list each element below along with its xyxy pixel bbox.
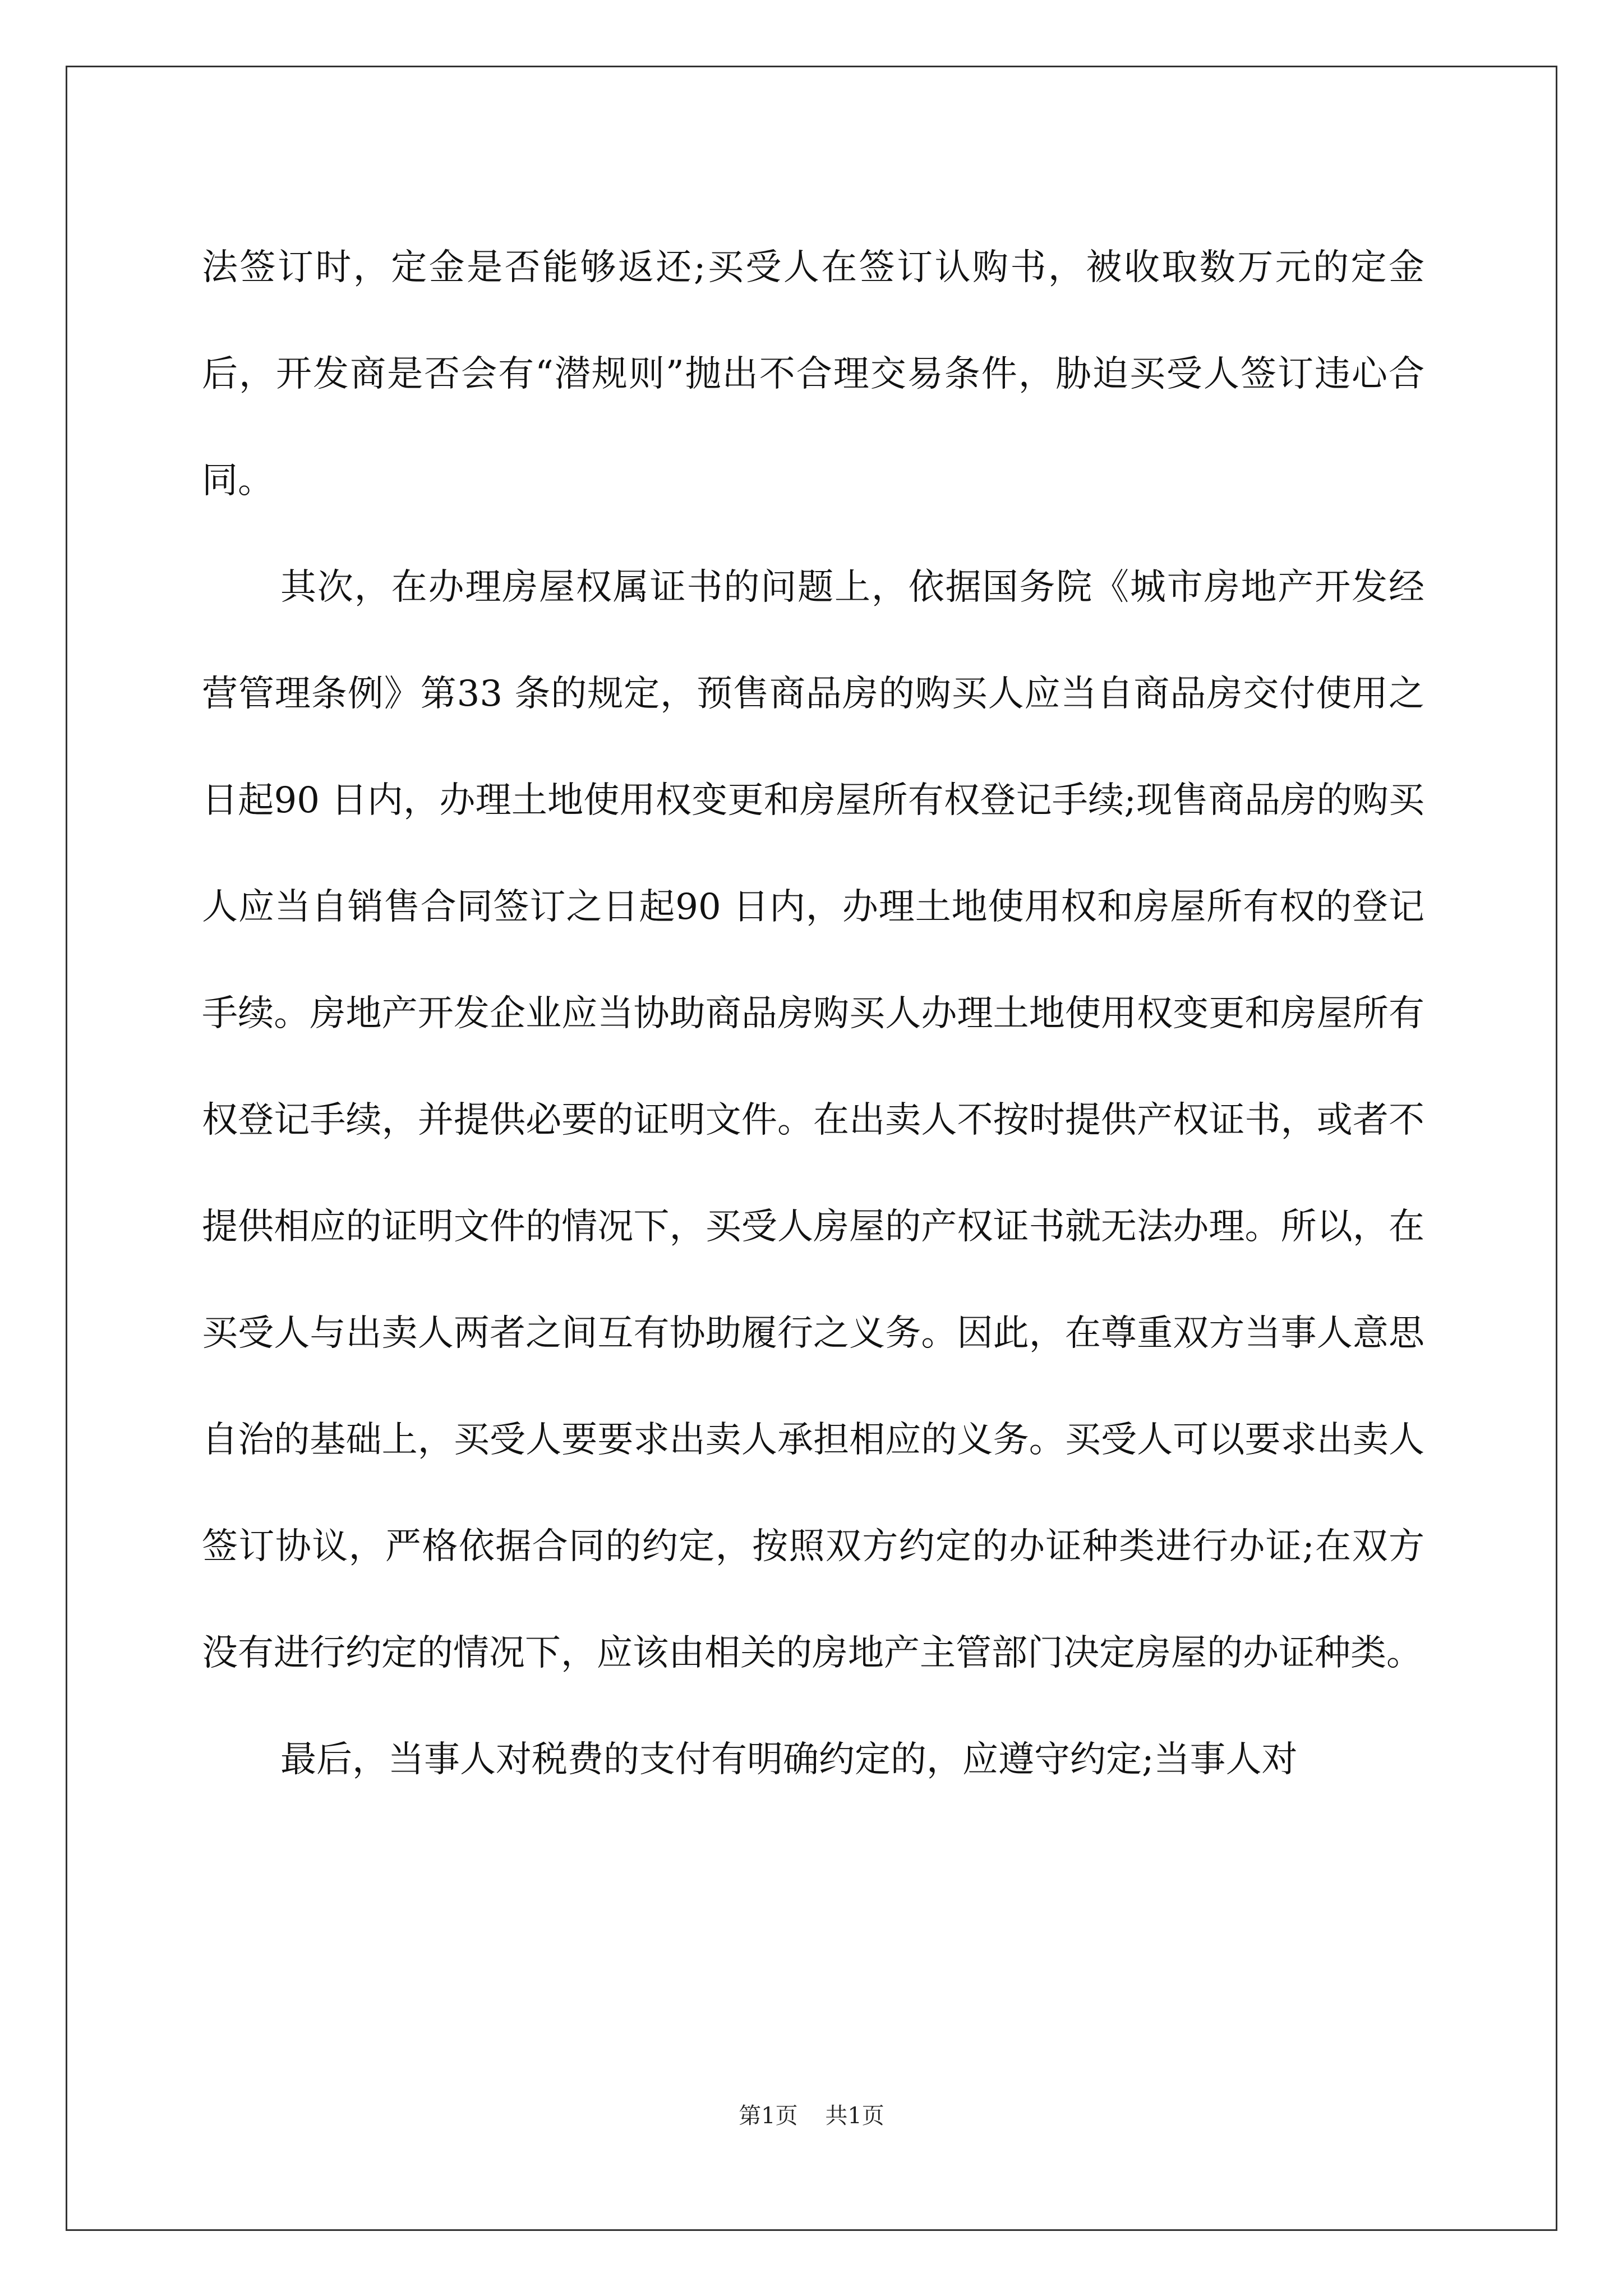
paragraph-1: 法签订时，定金是否能够返还;买受人在签订认购书，被收取数万元的定金后，开发商是否会有“潜规则”抛出不合理交易条件，胁迫买受人签订违心合同。 — [202, 247, 1424, 501]
paragraph-3: 最后，当事人对税费的支付有明确约定的，应遵守约定;当事人对 — [280, 1739, 1298, 1780]
page-number-current: 第1页 — [739, 2103, 798, 2129]
page-footer — [0, 2098, 1623, 2130]
paragraph-2: 其次，在办理房屋权属证书的问题上，依据国务院《城市房地产开发经营管理条例》第33 条的规定，预售商品房的购买人应当自商品房交付使用之日起90 日内，办理土地使用权变更和房屋所有权登记手续;现售商品房的购买人应当自销售合同签订之日起90 日内，办理土地使用权和房屋所有权的登记手续。房地产开发企业应当协助商品房购买人办理土地使用权变更和房屋所有权登记手续，并提供必要的证明文件。在出卖人不按时提供产权证书，或者不提供相应的证明文件的情况下，买受人房屋的产权证书就无法办理。所以，在买受人与出卖人两者之间互有协助履行之义务。因此，在尊重双方当事人意思自治的基础上，买受人要要求出卖人承担相应的义务。买受人可以要求出卖人签订协议，严格依据合同的约定，按照双方约定的办证种类进行办证;在双方没有进行约定的情况下，应该由相关的房地产主管部门决定房屋的办证种类。 — [202, 567, 1424, 1674]
document-body — [202, 214, 1424, 1813]
page-number-total: 共1页 — [825, 2103, 884, 2129]
